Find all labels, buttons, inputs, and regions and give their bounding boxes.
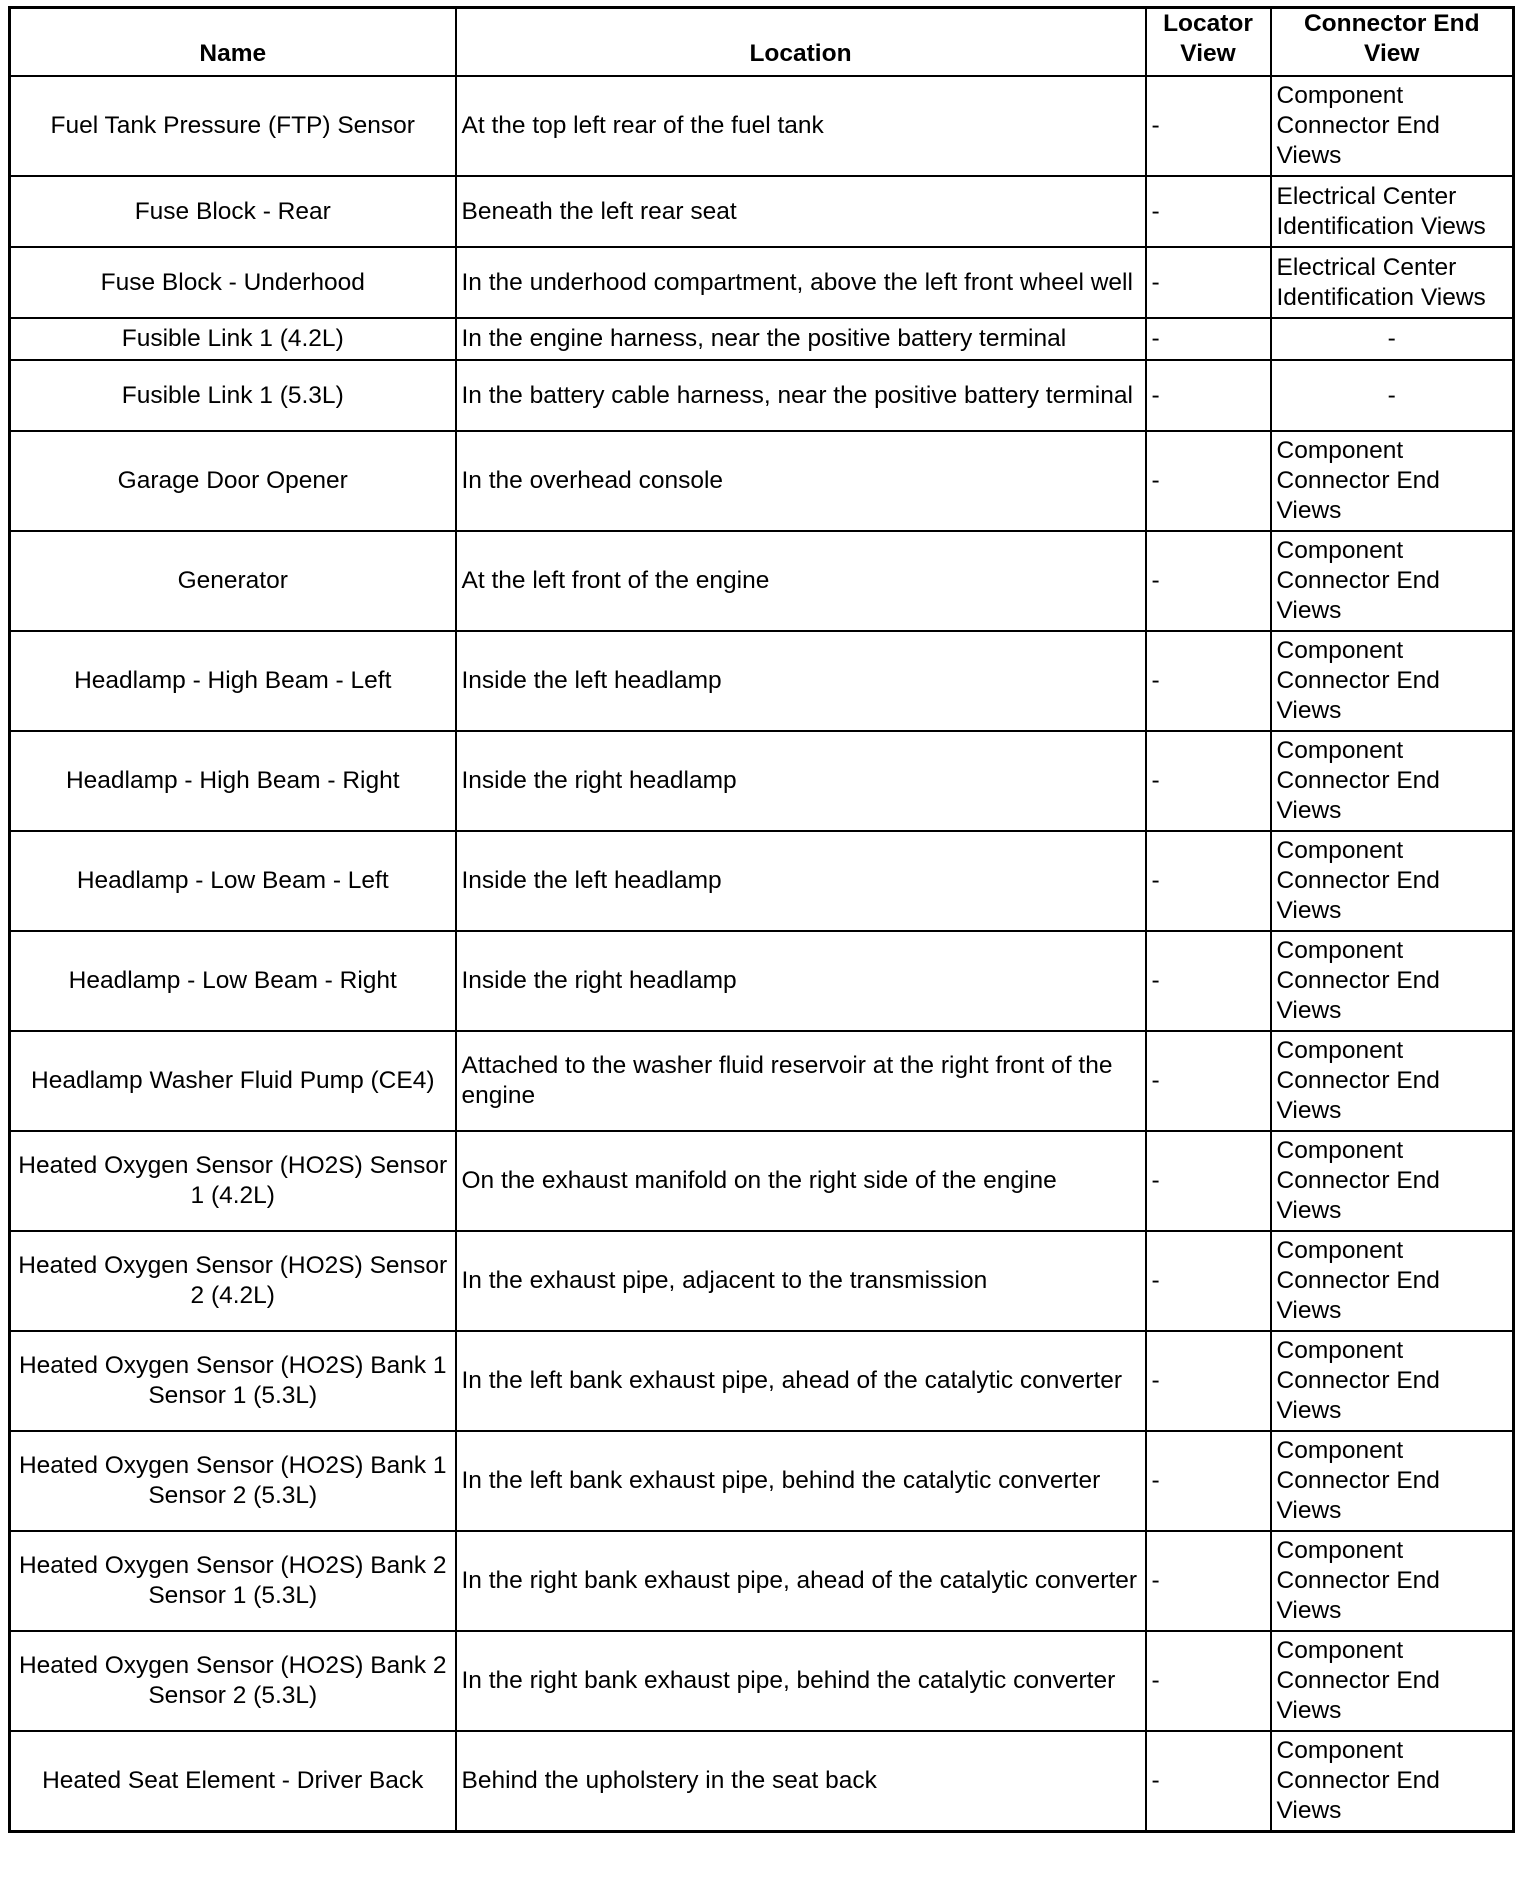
- location-cell: Behind the upholstery in the seat back: [456, 1731, 1146, 1831]
- name-cell: Garage Door Opener: [10, 431, 456, 531]
- name-cell: Generator: [10, 531, 456, 631]
- table-row: [10, 1731, 1514, 1831]
- name-cell: Heated Oxygen Sensor (HO2S) Sensor 1 (4.2L): [10, 1131, 456, 1231]
- location-cell: Inside the right headlamp: [456, 731, 1146, 831]
- locator-view-cell: -: [1146, 431, 1271, 531]
- location-cell: In the right bank exhaust pipe, ahead of the catalytic converter: [456, 1531, 1146, 1631]
- table-row: [10, 631, 1514, 731]
- location-cell: In the engine harness, near the positive battery terminal: [456, 318, 1146, 360]
- connector-end-view-link[interactable]: Component Connector End Views: [1271, 731, 1514, 831]
- locator-view-cell: -: [1146, 1431, 1271, 1531]
- connector-end-view-link[interactable]: Component Connector End Views: [1271, 1131, 1514, 1231]
- locator-view-cell: -: [1146, 1131, 1271, 1231]
- component-locator-table: [8, 6, 1515, 1833]
- table-row: [10, 1231, 1514, 1331]
- table-row: [10, 431, 1514, 531]
- locator-view-cell: -: [1146, 1631, 1271, 1731]
- connector-end-view-link[interactable]: Component Connector End Views: [1271, 1231, 1514, 1331]
- connector-end-view-link[interactable]: Component Connector End Views: [1271, 1431, 1514, 1531]
- locator-view-cell: -: [1146, 360, 1271, 431]
- table-row: [10, 731, 1514, 831]
- name-cell: Heated Oxygen Sensor (HO2S) Bank 1 Sensor 2 (5.3L): [10, 1431, 456, 1531]
- connector-end-view-link[interactable]: Component Connector End Views: [1271, 76, 1514, 176]
- name-cell: Headlamp - Low Beam - Left: [10, 831, 456, 931]
- location-cell: In the left bank exhaust pipe, behind the catalytic converter: [456, 1431, 1146, 1531]
- table-row: [10, 1031, 1514, 1131]
- locator-view-cell: -: [1146, 76, 1271, 176]
- connector-end-view-link[interactable]: Electrical Center Identification Views: [1271, 176, 1514, 247]
- name-cell: Heated Oxygen Sensor (HO2S) Bank 2 Sensor 1 (5.3L): [10, 1531, 456, 1631]
- connector-end-view-link[interactable]: Component Connector End Views: [1271, 531, 1514, 631]
- name-cell: Fusible Link 1 (5.3L): [10, 360, 456, 431]
- locator-view-cell: -: [1146, 731, 1271, 831]
- header-name: Name: [10, 8, 456, 77]
- locator-view-cell: -: [1146, 1531, 1271, 1631]
- table-row: [10, 831, 1514, 931]
- table-row: [10, 531, 1514, 631]
- locator-view-cell: -: [1146, 1331, 1271, 1431]
- location-cell: In the overhead console: [456, 431, 1146, 531]
- locator-view-cell: -: [1146, 1731, 1271, 1831]
- name-cell: Headlamp - Low Beam - Right: [10, 931, 456, 1031]
- location-cell: In the battery cable harness, near the positive battery terminal: [456, 360, 1146, 431]
- location-cell: In the underhood compartment, above the left front wheel well: [456, 247, 1146, 318]
- header-locator-view: Locator View: [1146, 8, 1271, 77]
- table-row: [10, 247, 1514, 318]
- location-cell: Inside the left headlamp: [456, 631, 1146, 731]
- table-row: [10, 1631, 1514, 1731]
- name-cell: Fuse Block - Underhood: [10, 247, 456, 318]
- connector-end-view-link[interactable]: Electrical Center Identification Views: [1271, 247, 1514, 318]
- name-cell: Heated Oxygen Sensor (HO2S) Bank 1 Sensor 1 (5.3L): [10, 1331, 456, 1431]
- connector-end-view-cell: -: [1271, 318, 1514, 360]
- name-cell: Headlamp - High Beam - Left: [10, 631, 456, 731]
- locator-view-cell: -: [1146, 631, 1271, 731]
- connector-end-view-link[interactable]: Component Connector End Views: [1271, 1731, 1514, 1831]
- name-cell: Fuse Block - Rear: [10, 176, 456, 247]
- connector-end-view-link[interactable]: Component Connector End Views: [1271, 431, 1514, 531]
- name-cell: Fusible Link 1 (4.2L): [10, 318, 456, 360]
- connector-end-view-link[interactable]: Component Connector End Views: [1271, 1331, 1514, 1431]
- location-cell: Beneath the left rear seat: [456, 176, 1146, 247]
- header-connector-end-view: Connector End View: [1271, 8, 1514, 77]
- locator-view-cell: -: [1146, 318, 1271, 360]
- location-cell: In the exhaust pipe, adjacent to the transmission: [456, 1231, 1146, 1331]
- locator-view-cell: -: [1146, 1031, 1271, 1131]
- location-cell: Attached to the washer fluid reservoir at the right front of the engine: [456, 1031, 1146, 1131]
- table-row: [10, 1131, 1514, 1231]
- location-cell: At the top left rear of the fuel tank: [456, 76, 1146, 176]
- table-row: [10, 931, 1514, 1031]
- location-cell: In the left bank exhaust pipe, ahead of the catalytic converter: [456, 1331, 1146, 1431]
- table-row: [10, 1531, 1514, 1631]
- location-cell: At the left front of the engine: [456, 531, 1146, 631]
- connector-end-view-link[interactable]: Component Connector End Views: [1271, 1531, 1514, 1631]
- name-cell: Headlamp - High Beam - Right: [10, 731, 456, 831]
- name-cell: Heated Oxygen Sensor (HO2S) Sensor 2 (4.2L): [10, 1231, 456, 1331]
- locator-view-cell: -: [1146, 931, 1271, 1031]
- locator-view-cell: -: [1146, 831, 1271, 931]
- header-row: [10, 8, 1514, 77]
- locator-view-cell: -: [1146, 176, 1271, 247]
- location-cell: On the exhaust manifold on the right side of the engine: [456, 1131, 1146, 1231]
- name-cell: Fuel Tank Pressure (FTP) Sensor: [10, 76, 456, 176]
- locator-view-cell: -: [1146, 247, 1271, 318]
- table-row: [10, 176, 1514, 247]
- table-row: [10, 360, 1514, 431]
- table-row: [10, 318, 1514, 360]
- name-cell: Headlamp Washer Fluid Pump (CE4): [10, 1031, 456, 1131]
- name-cell: Heated Oxygen Sensor (HO2S) Bank 2 Sensor 2 (5.3L): [10, 1631, 456, 1731]
- location-cell: In the right bank exhaust pipe, behind the catalytic converter: [456, 1631, 1146, 1731]
- locator-view-cell: -: [1146, 1231, 1271, 1331]
- connector-end-view-link[interactable]: Component Connector End Views: [1271, 1031, 1514, 1131]
- connector-end-view-cell: -: [1271, 360, 1514, 431]
- header-location: Location: [456, 8, 1146, 77]
- connector-end-view-link[interactable]: Component Connector End Views: [1271, 631, 1514, 731]
- connector-end-view-link[interactable]: Component Connector End Views: [1271, 831, 1514, 931]
- table-row: [10, 1331, 1514, 1431]
- name-cell: Heated Seat Element - Driver Back: [10, 1731, 456, 1831]
- table-row: [10, 76, 1514, 176]
- location-cell: Inside the right headlamp: [456, 931, 1146, 1031]
- connector-end-view-link[interactable]: Component Connector End Views: [1271, 931, 1514, 1031]
- connector-end-view-link[interactable]: Component Connector End Views: [1271, 1631, 1514, 1731]
- location-cell: Inside the left headlamp: [456, 831, 1146, 931]
- locator-view-cell: -: [1146, 531, 1271, 631]
- table-row: [10, 1431, 1514, 1531]
